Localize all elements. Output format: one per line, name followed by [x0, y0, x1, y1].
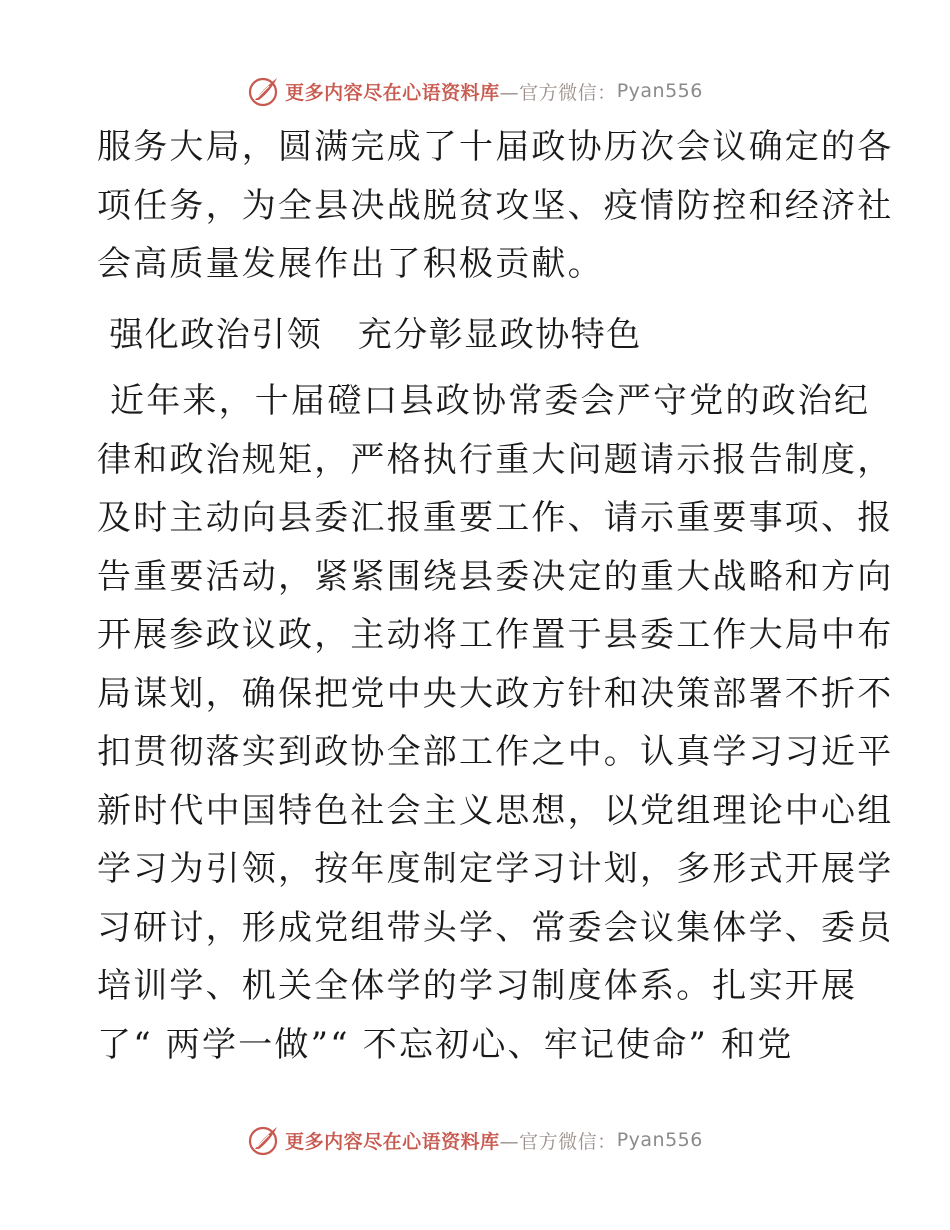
text-line: 了“ 两学一做”“ 不忘初心、牢记使命” 和党: [97, 1024, 794, 1065]
text-line: 告重要活动，紧紧围绕县委决定的重大战略和方向: [97, 556, 894, 597]
text-line: 培训学、机关全体学的学习制度体系。扎实开展: [97, 966, 858, 1006]
text-line: 学习为引领，按年度制定学习计划，多形式开展学: [97, 849, 894, 889]
watermark-text-label: —官方微信：: [499, 1130, 617, 1153]
paragraph-1: [97, 118, 894, 294]
watermark-text-main: 更多内容尽在心语资料库: [285, 1130, 500, 1153]
watermark-text-wechat: Pyan556: [616, 80, 703, 102]
text-line: 习研讨，形成党组带头学、常委会议集体学、委员: [97, 907, 894, 948]
text-line: 近年来，十届磴口县政协常委会严守党的政治纪: [97, 381, 871, 421]
text-line: 新时代中国特色社会主义思想，以党组理论中心组: [97, 790, 894, 831]
text-line: 及时主动向县委汇报重要工作、请示重要事项、报: [97, 498, 894, 538]
text-line: 开展参政议政，主动将工作置于县委工作大局中布: [97, 615, 894, 655]
text-line: 项任务，为全县决战脱贫攻坚、疫情防控和经济社: [97, 185, 894, 226]
text-line: 会高质量发展作出了积极贡献。: [97, 244, 604, 284]
text-line: 服务大局，圆满完成了十届政协历次会议确定的各: [97, 127, 894, 167]
watermark-text-label: —官方微信：: [499, 81, 617, 104]
text-line: 局谋划，确保把党中央大政方针和决策部署不折不: [97, 673, 894, 714]
quill-logo-icon: [247, 1123, 281, 1157]
paragraph-2: [97, 372, 894, 1074]
document-body: [97, 118, 894, 1074]
watermark-banner-bottom: [0, 1120, 950, 1160]
text-line: 扣贯彻落实到政协全部工作之中。认真学习习近平: [97, 732, 894, 772]
watermark-text-main: 更多内容尽在心语资料库: [285, 81, 500, 104]
text-line: 律和政治规矩，严格执行重大问题请示报告制度，: [97, 439, 894, 480]
section-heading: 强化政治引领 充分彰显政协特色: [97, 314, 642, 355]
watermark-text-wechat: Pyan556: [616, 1129, 703, 1151]
quill-logo-icon: [247, 74, 281, 108]
watermark-banner-top: [0, 71, 950, 111]
